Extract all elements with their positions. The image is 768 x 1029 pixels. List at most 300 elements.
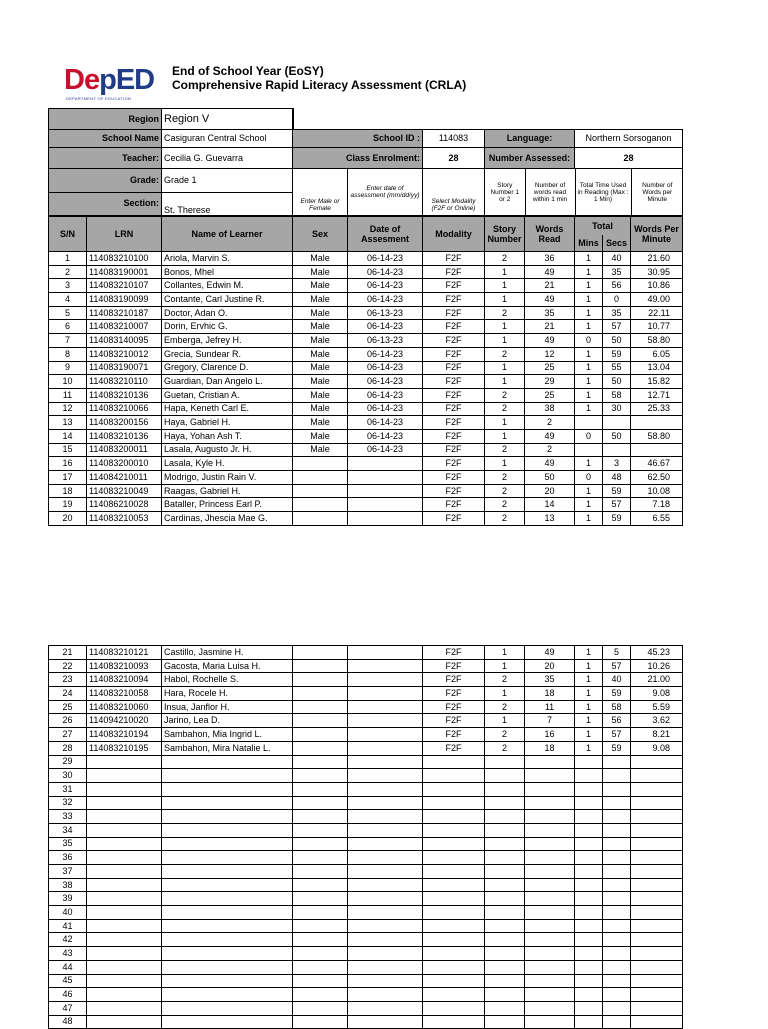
cell-date: [348, 837, 423, 851]
cell-mins: [575, 974, 603, 988]
cell-secs: [603, 988, 631, 1002]
cell-name: Insua, Janflor H.: [162, 700, 293, 714]
cell-words: 35: [525, 306, 575, 320]
cell-date: 06-14-23: [348, 279, 423, 293]
cell-date: [348, 512, 423, 526]
cell-story: 1: [485, 659, 525, 673]
title-line-1: End of School Year (EoSY): [172, 64, 324, 78]
cell-date: 06-14-23: [348, 361, 423, 375]
cell-wpm: [631, 933, 683, 947]
cell-sn: 35: [49, 837, 87, 851]
cell-sex: Male: [293, 402, 348, 416]
cell-mod: F2F: [423, 361, 485, 375]
table-row: [49, 837, 683, 851]
cell-mod: F2F: [423, 443, 485, 457]
cell-mod: [423, 851, 485, 865]
cell-story: 1: [485, 265, 525, 279]
cell-mins: 1: [575, 375, 603, 389]
table-row: [49, 714, 683, 728]
cell-sn: 10: [49, 375, 87, 389]
cell-sex: Male: [293, 429, 348, 443]
cell-name: [162, 878, 293, 892]
cell-lrn: [87, 1015, 162, 1029]
cell-date: [348, 673, 423, 687]
cell-sn: 2: [49, 265, 87, 279]
cell-sex: Male: [293, 252, 348, 266]
cell-name: Lasala, Kyle H.: [162, 457, 293, 471]
cell-wpm: [631, 865, 683, 879]
cell-sex: [293, 947, 348, 961]
cell-mins: 0: [575, 471, 603, 485]
cell-mod: F2F: [423, 252, 485, 266]
cell-date: 06-14-23: [348, 443, 423, 457]
cell-mod: F2F: [423, 512, 485, 526]
cell-mod: F2F: [423, 429, 485, 443]
title-line-2: Comprehensive Rapid Literacy Assessment (CRLA): [172, 78, 467, 92]
teacher-value: Cecilia G. Guevarra: [162, 148, 293, 169]
cell-sex: Male: [293, 293, 348, 307]
cell-story: [485, 919, 525, 933]
cell-story: [485, 782, 525, 796]
cell-name: Jarino, Lea D.: [162, 714, 293, 728]
cell-lrn: [87, 851, 162, 865]
cell-wpm: 3.62: [631, 714, 683, 728]
cell-wpm: [631, 837, 683, 851]
date-hint: Enter date of assessment (mm/dd/yy): [348, 169, 423, 216]
cell-mod: [423, 810, 485, 824]
cell-words: 21: [525, 320, 575, 334]
cell-date: [348, 974, 423, 988]
cell-wpm: 58.80: [631, 429, 683, 443]
cell-date: 06-14-23: [348, 375, 423, 389]
cell-name: [162, 906, 293, 920]
cell-words: [525, 851, 575, 865]
table-row: [49, 769, 683, 783]
cell-words: [525, 947, 575, 961]
cell-sn: 4: [49, 293, 87, 307]
cell-mins: 1: [575, 402, 603, 416]
cell-sn: 44: [49, 960, 87, 974]
cell-secs: 30: [603, 402, 631, 416]
cell-date: [348, 796, 423, 810]
cell-sn: 37: [49, 865, 87, 879]
cell-sex: Male: [293, 416, 348, 430]
cell-words: 11: [525, 700, 575, 714]
cell-wpm: 13.04: [631, 361, 683, 375]
cell-name: [162, 947, 293, 961]
cell-lrn: [87, 782, 162, 796]
cell-mins: 0: [575, 429, 603, 443]
cell-story: 2: [485, 673, 525, 687]
cell-sex: [293, 646, 348, 660]
story-hint: Story Number 1 or 2: [485, 169, 525, 215]
cell-wpm: 25.33: [631, 402, 683, 416]
table-row: [49, 429, 683, 443]
cell-name: Gregory, Clarence D.: [162, 361, 293, 375]
cell-wpm: [631, 947, 683, 961]
cell-name: [162, 919, 293, 933]
deped-logo-text: DepED: [64, 64, 155, 96]
cell-mins: 0: [575, 334, 603, 348]
col-modality: Modality: [423, 217, 485, 252]
cell-story: [485, 1015, 525, 1029]
cell-story: [485, 755, 525, 769]
cell-lrn: 114083210058: [87, 687, 162, 701]
cell-secs: 50: [603, 375, 631, 389]
cell-sn: 33: [49, 810, 87, 824]
cell-mins: 1: [575, 347, 603, 361]
cell-mins: [575, 851, 603, 865]
cell-mins: [575, 988, 603, 1002]
cell-mins: [575, 878, 603, 892]
cell-name: Haya, Gabriel H.: [162, 416, 293, 430]
table-row: [49, 673, 683, 687]
cell-story: [485, 865, 525, 879]
cell-story: 2: [485, 402, 525, 416]
cell-sn: 34: [49, 823, 87, 837]
cell-name: [162, 892, 293, 906]
cell-wpm: 45.23: [631, 646, 683, 660]
table-row: [49, 416, 683, 430]
cell-mod: F2F: [423, 347, 485, 361]
cell-name: [162, 1001, 293, 1015]
cell-sn: 12: [49, 402, 87, 416]
cell-story: [485, 988, 525, 1002]
cell-name: Hara, Rocele H.: [162, 687, 293, 701]
table-row: [49, 892, 683, 906]
cell-mins: [575, 769, 603, 783]
cell-words: [525, 892, 575, 906]
cell-sex: [293, 673, 348, 687]
cell-secs: [603, 837, 631, 851]
cell-mod: F2F: [423, 484, 485, 498]
col-date: Date of Assesment: [348, 217, 423, 252]
cell-sex: [293, 837, 348, 851]
cell-mod: F2F: [423, 293, 485, 307]
cell-secs: [603, 810, 631, 824]
cell-wpm: [631, 823, 683, 837]
table-row: [49, 988, 683, 1002]
cell-story: 1: [485, 687, 525, 701]
cell-lrn: 114086210028: [87, 498, 162, 512]
table-row: [49, 755, 683, 769]
cell-date: [348, 484, 423, 498]
cell-mod: F2F: [423, 279, 485, 293]
cell-date: 06-14-23: [348, 402, 423, 416]
cell-name: [162, 865, 293, 879]
cell-secs: [603, 892, 631, 906]
cell-mins: 1: [575, 659, 603, 673]
col-mins: Mins: [575, 235, 603, 252]
cell-mod: F2F: [423, 416, 485, 430]
deped-logo-subtitle: DEPARTMENT OF EDUCATION: [66, 96, 132, 101]
cell-mod: F2F: [423, 659, 485, 673]
cell-sn: 11: [49, 388, 87, 402]
cell-secs: [603, 878, 631, 892]
cell-mins: 1: [575, 512, 603, 526]
cell-mins: [575, 416, 603, 430]
cell-story: 1: [485, 334, 525, 348]
cell-sex: [293, 782, 348, 796]
cell-lrn: 114083210012: [87, 347, 162, 361]
cell-name: Hapa, Keneth Carl E.: [162, 402, 293, 416]
section-label: Section:: [49, 192, 162, 216]
cell-sex: Male: [293, 388, 348, 402]
cell-mod: [423, 823, 485, 837]
cell-sex: Male: [293, 361, 348, 375]
table-row: [49, 293, 683, 307]
cell-mins: 1: [575, 687, 603, 701]
cell-story: [485, 960, 525, 974]
cell-sn: 13: [49, 416, 87, 430]
cell-words: 49: [525, 265, 575, 279]
cell-sex: [293, 484, 348, 498]
cell-story: [485, 837, 525, 851]
cell-story: 2: [485, 498, 525, 512]
cell-mins: [575, 919, 603, 933]
cell-sex: Male: [293, 265, 348, 279]
cell-date: [348, 960, 423, 974]
cell-lrn: [87, 796, 162, 810]
table-row: [49, 347, 683, 361]
cell-mins: [575, 947, 603, 961]
cell-mins: [575, 755, 603, 769]
table-row: [49, 252, 683, 266]
table-row: [49, 659, 683, 673]
cell-words: [525, 878, 575, 892]
cell-secs: [603, 919, 631, 933]
cell-words: 2: [525, 443, 575, 457]
cell-lrn: 114083210107: [87, 279, 162, 293]
cell-story: 2: [485, 728, 525, 742]
cell-mins: 1: [575, 306, 603, 320]
cell-sn: 31: [49, 782, 87, 796]
col-story: Story Number: [485, 217, 525, 252]
cell-mins: [575, 796, 603, 810]
cell-date: [348, 1015, 423, 1029]
cell-lrn: [87, 769, 162, 783]
cell-sn: 26: [49, 714, 87, 728]
cell-name: [162, 810, 293, 824]
cell-sn: 5: [49, 306, 87, 320]
cell-story: [485, 851, 525, 865]
cell-story: [485, 810, 525, 824]
cell-story: 1: [485, 320, 525, 334]
cell-secs: [603, 416, 631, 430]
cell-wpm: 9.08: [631, 687, 683, 701]
cell-name: Emberga, Jefrey H.: [162, 334, 293, 348]
school-id-value: 114083: [423, 130, 485, 148]
cell-name: [162, 796, 293, 810]
cell-story: 2: [485, 484, 525, 498]
time-hint: Total Time Used in Reading (Max : 1 Min): [575, 169, 631, 215]
table-row: [49, 947, 683, 961]
cell-secs: 35: [603, 265, 631, 279]
cell-date: 06-14-23: [348, 429, 423, 443]
cell-words: 13: [525, 512, 575, 526]
cell-mins: [575, 1001, 603, 1015]
cell-lrn: 114083210195: [87, 741, 162, 755]
cell-mod: [423, 988, 485, 1002]
learners-table: [48, 216, 683, 526]
cell-story: 1: [485, 457, 525, 471]
cell-lrn: 114083200011: [87, 443, 162, 457]
cell-secs: 59: [603, 347, 631, 361]
table-row: [49, 498, 683, 512]
cell-date: 06-14-23: [348, 320, 423, 334]
cell-sn: 24: [49, 687, 87, 701]
cell-sn: 42: [49, 933, 87, 947]
cell-secs: [603, 796, 631, 810]
cell-sex: Male: [293, 334, 348, 348]
cell-lrn: [87, 865, 162, 879]
cell-secs: 48: [603, 471, 631, 485]
cell-sn: 38: [49, 878, 87, 892]
table-row: [49, 457, 683, 471]
cell-mins: 1: [575, 293, 603, 307]
cell-name: Bataller, Princess Earl P.: [162, 498, 293, 512]
cell-sex: [293, 700, 348, 714]
cell-sn: 8: [49, 347, 87, 361]
col-words: Words Read: [525, 217, 575, 252]
cell-sex: [293, 906, 348, 920]
cell-sn: 25: [49, 700, 87, 714]
cell-words: [525, 837, 575, 851]
cell-sn: 22: [49, 659, 87, 673]
cell-mod: F2F: [423, 646, 485, 660]
table-row: [49, 512, 683, 526]
col-sn: S/N: [49, 217, 87, 252]
cell-lrn: 114083200010: [87, 457, 162, 471]
cell-secs: 57: [603, 659, 631, 673]
cell-words: 21: [525, 279, 575, 293]
cell-wpm: 7.18: [631, 498, 683, 512]
cell-date: 06-14-23: [348, 416, 423, 430]
cell-mod: F2F: [423, 687, 485, 701]
cell-lrn: 114094210020: [87, 714, 162, 728]
cell-wpm: [631, 769, 683, 783]
cell-secs: 58: [603, 700, 631, 714]
cell-wpm: [631, 416, 683, 430]
cell-lrn: 114083190001: [87, 265, 162, 279]
cell-sn: 29: [49, 755, 87, 769]
school-name-label: School Name: [49, 130, 162, 148]
cell-mod: [423, 796, 485, 810]
cell-lrn: 114083190071: [87, 361, 162, 375]
cell-sex: [293, 755, 348, 769]
cell-mod: [423, 878, 485, 892]
sex-hint: Enter Male or Female: [293, 169, 348, 216]
cell-mins: [575, 810, 603, 824]
cell-mod: [423, 974, 485, 988]
wpm-hint: Number of Words per Minute: [642, 181, 673, 203]
section-value: St. Therese: [162, 192, 293, 216]
cell-secs: 50: [603, 334, 631, 348]
cell-words: [525, 933, 575, 947]
enrolment-label: Class Enrolment:: [293, 148, 423, 169]
cell-sex: [293, 512, 348, 526]
cell-secs: [603, 947, 631, 961]
cell-wpm: 49.00: [631, 293, 683, 307]
cell-secs: 57: [603, 498, 631, 512]
cell-mins: [575, 782, 603, 796]
cell-mins: [575, 837, 603, 851]
cell-mins: 1: [575, 714, 603, 728]
col-total: Total: [575, 217, 631, 235]
table-row: [49, 402, 683, 416]
cell-date: [348, 823, 423, 837]
col-name: Name of Learner: [162, 217, 293, 252]
table-row: [49, 484, 683, 498]
table-row: [49, 960, 683, 974]
cell-story: [485, 769, 525, 783]
cell-lrn: 114083140095: [87, 334, 162, 348]
cell-name: [162, 933, 293, 947]
cell-words: 50: [525, 471, 575, 485]
cell-name: Habol, Rochelle S.: [162, 673, 293, 687]
cell-sex: [293, 659, 348, 673]
cell-mod: F2F: [423, 265, 485, 279]
col-secs: Secs: [603, 235, 631, 252]
cell-sn: 20: [49, 512, 87, 526]
cell-sex: Male: [293, 375, 348, 389]
cell-sn: 47: [49, 1001, 87, 1015]
cell-wpm: [631, 892, 683, 906]
cell-secs: 59: [603, 512, 631, 526]
cell-date: [348, 878, 423, 892]
cell-name: Modrigo, Justin Rain V.: [162, 471, 293, 485]
table-row: [49, 865, 683, 879]
cell-sn: 1: [49, 252, 87, 266]
table-row: [49, 279, 683, 293]
cell-sn: 48: [49, 1015, 87, 1029]
table-row: [49, 687, 683, 701]
table-row: [49, 306, 683, 320]
deped-logo: [60, 62, 160, 104]
cell-wpm: 15.82: [631, 375, 683, 389]
cell-sex: [293, 960, 348, 974]
cell-words: 49: [525, 646, 575, 660]
cell-words: [525, 906, 575, 920]
cell-name: [162, 769, 293, 783]
cell-mod: F2F: [423, 320, 485, 334]
cell-mod: F2F: [423, 457, 485, 471]
cell-mod: [423, 1001, 485, 1015]
cell-wpm: [631, 960, 683, 974]
cell-wpm: 6.55: [631, 512, 683, 526]
cell-words: [525, 974, 575, 988]
table-row: [49, 471, 683, 485]
cell-lrn: 114083210007: [87, 320, 162, 334]
grade-label: Grade:: [49, 169, 162, 193]
table-row: [49, 728, 683, 742]
cell-name: [162, 823, 293, 837]
words-hint: Number of words read within 1 min: [525, 169, 575, 215]
cell-story: 2: [485, 388, 525, 402]
cell-lrn: 114083210093: [87, 659, 162, 673]
cell-name: [162, 988, 293, 1002]
header-info-table: [48, 108, 683, 216]
cell-wpm: [631, 1001, 683, 1015]
cell-secs: 35: [603, 306, 631, 320]
cell-words: 12: [525, 347, 575, 361]
cell-date: [348, 810, 423, 824]
cell-story: 2: [485, 347, 525, 361]
cell-mins: [575, 1015, 603, 1029]
cell-lrn: [87, 810, 162, 824]
cell-date: [348, 769, 423, 783]
cell-sn: 7: [49, 334, 87, 348]
